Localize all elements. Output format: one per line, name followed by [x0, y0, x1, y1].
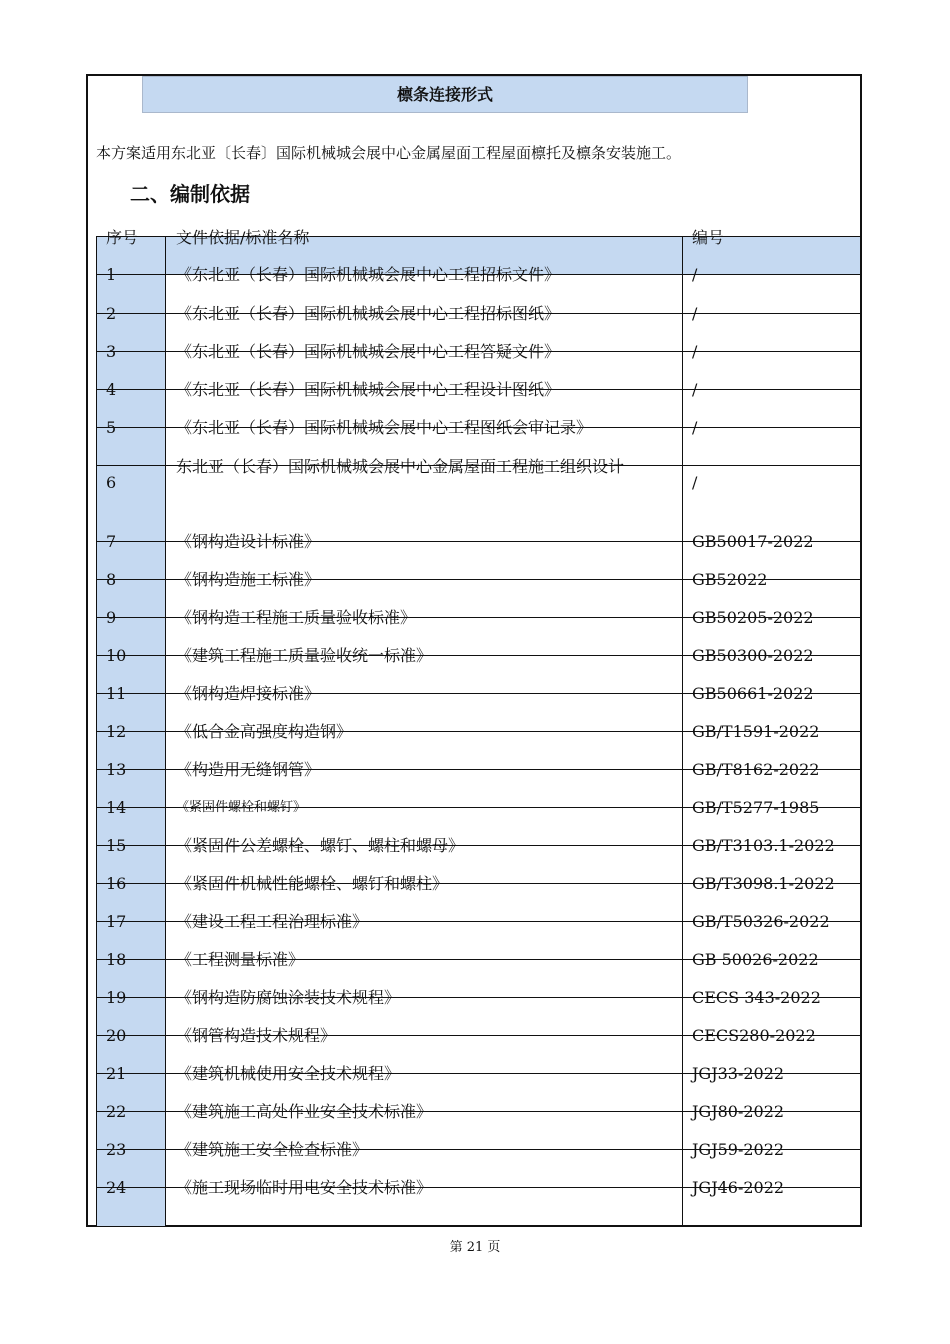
- row-number: 11: [106, 684, 127, 703]
- row-standard-code: GB50300-2022: [692, 646, 814, 665]
- row-standard-code: GB/T1591-2022: [692, 722, 820, 741]
- row-standard-code: JGJ33-2022: [692, 1064, 785, 1083]
- row-standard-name: 《钢构造工程施工质量验收标准》: [176, 608, 417, 627]
- row-number: 16: [106, 874, 127, 893]
- row-standard-name: 《低合金高强度构造钢》: [176, 722, 353, 741]
- intro-text: 本方案适用东北亚〔长春〕国际机械城会展中心金属屋面工程屋面檩托及檩条安装施工。: [96, 144, 682, 162]
- row-standard-name: 《建筑工程施工质量验收统一标准》: [176, 646, 433, 665]
- row-standard-code: GB/T50326-2022: [692, 912, 830, 931]
- row-standard-name: 《紧固件机械性能螺栓、螺钉和螺柱》: [176, 874, 449, 893]
- row-number: 20: [106, 1026, 127, 1045]
- row-number: 21: [106, 1064, 127, 1083]
- row-standard-name: 《紧固件公差螺栓、螺钉、螺柱和螺母》: [176, 836, 465, 855]
- row-standard-name: 《构造用无缝钢管》: [176, 760, 321, 779]
- row-standard-name: 《钢构造焊接标准》: [176, 684, 321, 703]
- row-standard-name: 东北亚（长春）国际机械城会展中心金属屋面工程施工组织设计: [176, 457, 625, 476]
- row-standard-code: GB/T3103.1-2022: [692, 836, 835, 855]
- row-standard-code: GB50205-2022: [692, 608, 814, 627]
- header-name: 文件依据/标准名称: [176, 228, 310, 247]
- row-standard-name: 《钢构造施工标准》: [176, 570, 321, 589]
- row-standard-code: GB/T8162-2022: [692, 760, 820, 779]
- row-standard-name: 《建设工程工程治理标准》: [176, 912, 369, 931]
- row-number: 6: [106, 473, 117, 492]
- row-number: 15: [106, 836, 127, 855]
- row-number: 14: [106, 798, 127, 817]
- row-standard-name: 《工程测量标准》: [176, 950, 305, 969]
- row-standard-name: 《钢构造防腐蚀涂装技术规程》: [176, 988, 401, 1007]
- row-standard-name: 《钢管构造技术规程》: [176, 1026, 337, 1045]
- row-standard-code: /: [692, 342, 698, 361]
- row-standard-name: 《建筑机械使用安全技术规程》: [176, 1064, 401, 1083]
- row-standard-name: 《东北亚（长春）国际机械城会展中心工程招标文件》: [176, 265, 561, 284]
- header-code: 编号: [692, 228, 725, 247]
- row-number: 1: [106, 265, 117, 284]
- row-standard-code: GB50017-2022: [692, 532, 814, 551]
- row-standard-code: GB/T3098.1-2022: [692, 874, 835, 893]
- row-standard-name: 《建筑施工高处作业安全技术标准》: [176, 1102, 433, 1121]
- row-number: 5: [106, 418, 117, 437]
- row-number: 13: [106, 760, 127, 779]
- row-standard-name: 《施工现场临时用电安全技术标准》: [176, 1178, 433, 1197]
- row-standard-code: /: [692, 473, 698, 492]
- row-number: 7: [106, 532, 117, 551]
- row-standard-code: CECS280-2022: [692, 1026, 816, 1045]
- row-number: 3: [106, 342, 117, 361]
- row-standard-code: GB52022: [692, 570, 768, 589]
- row-standard-code: /: [692, 418, 698, 437]
- row-standard-name: 《东北亚（长春）国际机械城会展中心工程设计图纸》: [176, 380, 561, 399]
- row-number: 23: [106, 1140, 127, 1159]
- row-number: 18: [106, 950, 127, 969]
- section-heading: 二、编制依据: [130, 182, 250, 206]
- row-number: 22: [106, 1102, 127, 1121]
- page-number: 第 21 页: [449, 1240, 501, 1255]
- row-standard-name: 《东北亚（长春）国际机械城会展中心工程招标图纸》: [176, 304, 561, 323]
- row-standard-code: /: [692, 380, 698, 399]
- row-number: 17: [106, 912, 127, 931]
- row-standard-code: JGJ46-2022: [692, 1178, 785, 1197]
- row-standard-code: GB 50026-2022: [692, 950, 819, 969]
- row-standard-code: JGJ59-2022: [692, 1140, 785, 1159]
- header-no: 序号: [106, 228, 139, 247]
- row-number: 2: [106, 304, 117, 323]
- row-standard-code: JGJ80-2022: [692, 1102, 785, 1121]
- row-number: 8: [106, 570, 117, 589]
- row-standard-code: /: [692, 304, 698, 323]
- row-standard-code: /: [692, 265, 698, 284]
- row-number: 4: [106, 380, 117, 399]
- row-number: 12: [106, 722, 127, 741]
- row-standard-name: 《紧固件螺栓和螺钉》: [176, 800, 307, 815]
- row-number: 19: [106, 988, 127, 1007]
- row-number: 10: [106, 646, 127, 665]
- row-standard-code: GB/T5277-1985: [692, 798, 820, 817]
- row-standard-name: 《钢构造设计标准》: [176, 532, 321, 551]
- row-standard-code: CECS 343-2022: [692, 988, 821, 1007]
- row-number: 24: [106, 1178, 127, 1197]
- row-standard-name: 《东北亚（长春）国际机械城会展中心工程答疑文件》: [176, 342, 561, 361]
- row-standard-name: 《东北亚（长春）国际机械城会展中心工程图纸会审记录》: [176, 418, 593, 437]
- row-number: 9: [106, 608, 117, 627]
- row-standard-code: GB50661-2022: [692, 684, 814, 703]
- banner-title: 檩条连接形式: [142, 76, 748, 113]
- row-standard-name: 《建筑施工安全检查标准》: [176, 1140, 369, 1159]
